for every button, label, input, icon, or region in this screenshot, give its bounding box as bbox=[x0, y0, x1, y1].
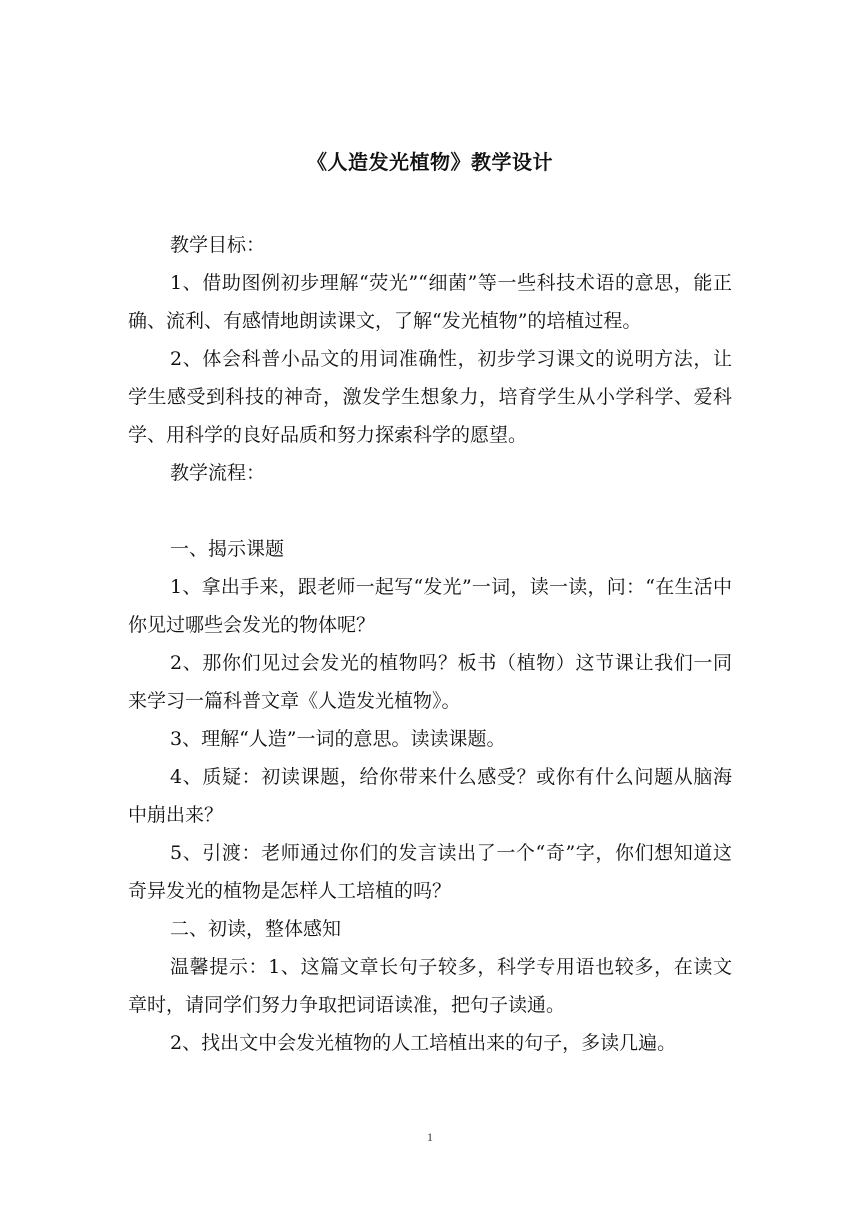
section-item: 5、引渡：老师通过你们的发言读出了一个“奇”字，你们想知道这奇异发光的植物是怎样人工培植的吗？ bbox=[128, 842, 732, 902]
process-heading: 教学流程： bbox=[170, 462, 266, 484]
section-heading: 二、初读，整体感知 bbox=[170, 918, 342, 940]
section-item: 2、找出文中会发光植物的人工培植出来的句子，多读几遍。 bbox=[170, 1032, 677, 1054]
document-title: 《人造发光植物》教学设计 bbox=[307, 150, 553, 174]
page-number: 1 bbox=[427, 1130, 433, 1144]
objectives-heading: 教学目标： bbox=[170, 234, 266, 256]
section-item: 2、那你们见过会发光的植物吗？板书（植物）这节课让我们一同来学习一篇科普文章《人造发光植物》。 bbox=[128, 652, 732, 712]
blank-line bbox=[128, 492, 732, 530]
document-body bbox=[128, 226, 732, 1062]
objective-item: 2、体会科普小品文的用词准确性，初步学习课文的说明方法，让学生感受到科技的神奇，激发学生想象力，培育学生从小学科学、爱科学、用科学的良好品质和努力探索科学的愿望。 bbox=[128, 348, 732, 446]
section-item: 3、理解“人造”一词的意思。读读课题。 bbox=[170, 728, 506, 750]
section-heading: 一、揭示课题 bbox=[170, 538, 285, 560]
section-item: 1、拿出手来，跟老师一起写“发光”一词，读一读，问：“在生活中你见过哪些会发光的物体呢？ bbox=[128, 576, 732, 636]
section-item: 温馨提示：1、这篇文章长句子较多，科学专用语也较多，在读文章时，请同学们努力争取把词语读准，把句子读通。 bbox=[128, 956, 732, 1016]
section-item: 4、质疑：初读课题，给你带来什么感受？或你有什么问题从脑海中崩出来？ bbox=[128, 766, 732, 826]
objective-item: 1、借助图例初步理解“荧光”“细菌”等一些科技术语的意思，能正确、流利、有感情地朗读课文，了解“发光植物”的培植过程。 bbox=[128, 272, 732, 332]
